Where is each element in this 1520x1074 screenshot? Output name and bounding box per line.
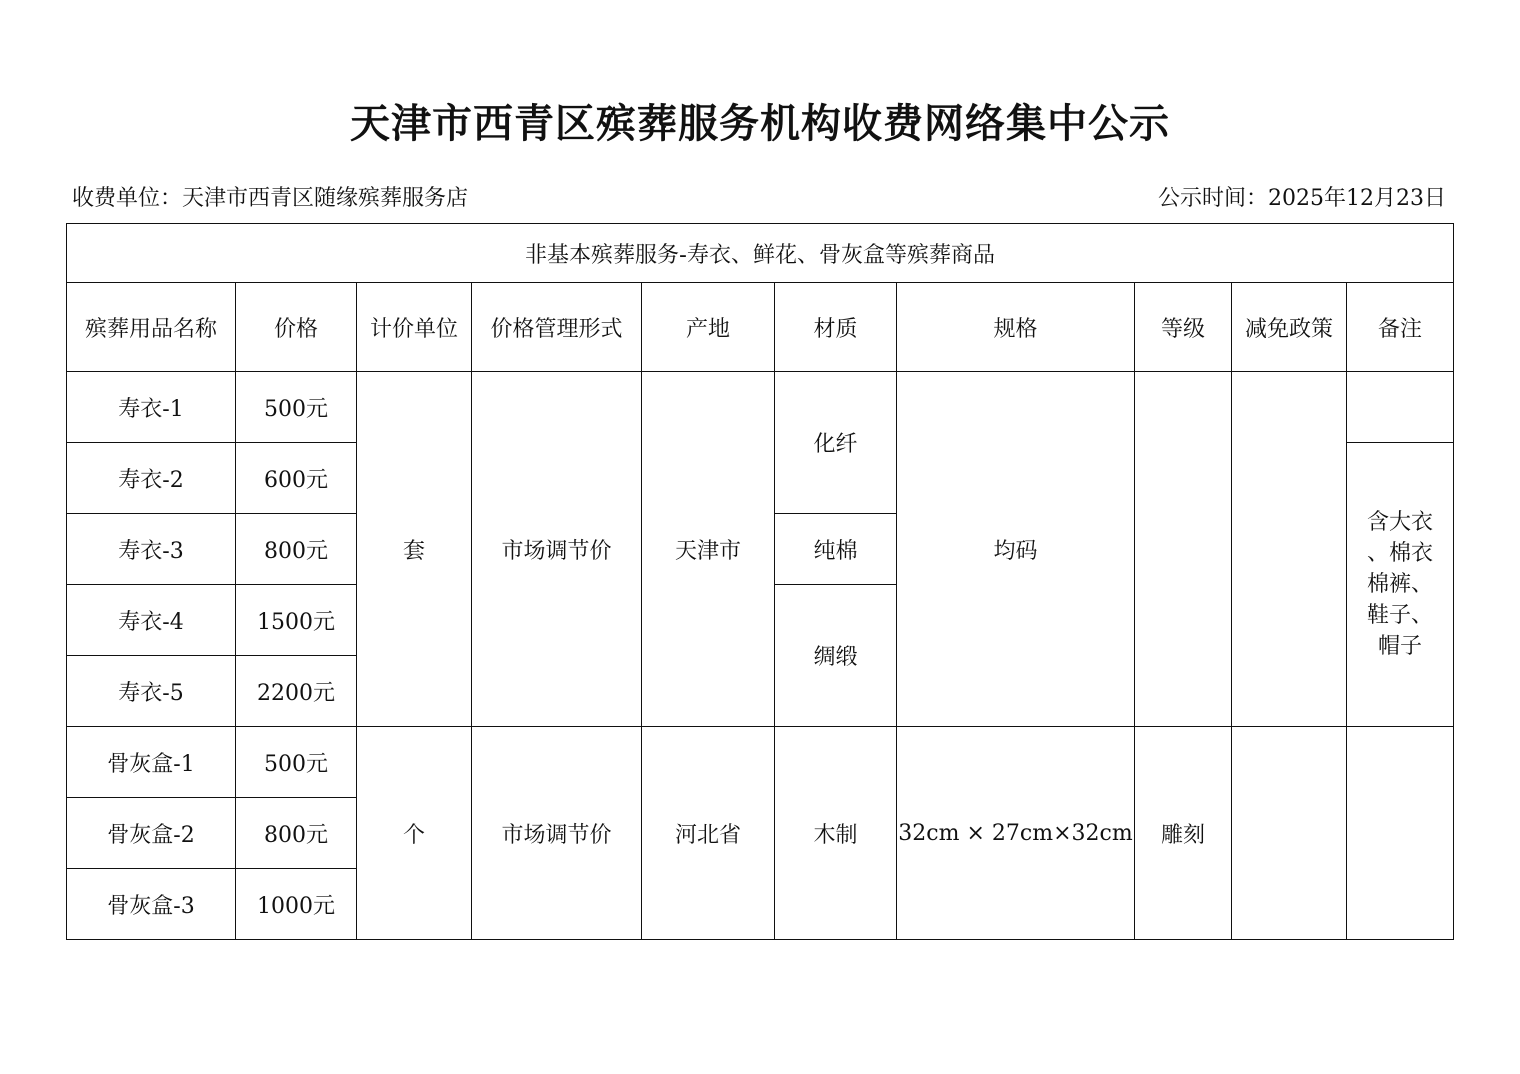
- table-row: [67, 727, 1454, 798]
- shouyi-material-2: 纯棉: [775, 514, 897, 585]
- item-name: 骨灰盒-3: [67, 869, 236, 940]
- publish-time-value: 2025年12月23日: [1268, 186, 1446, 211]
- note-line: 、棉衣: [1367, 541, 1434, 566]
- item-price: 1500元: [236, 585, 357, 656]
- shouyi-material-3: 绸缎: [775, 585, 897, 727]
- shouyi-note-first: [1347, 372, 1454, 443]
- fee-unit: [72, 181, 468, 212]
- shouyi-spec: 均码: [897, 372, 1135, 727]
- urn-pricing: 市场调节价: [472, 727, 642, 940]
- header-material: 材质: [775, 283, 897, 372]
- shouyi-unit: 套: [357, 372, 472, 727]
- urn-note: [1347, 727, 1454, 940]
- header-policy: 减免政策: [1232, 283, 1347, 372]
- urn-spec: 32cm × 27cm×32cm: [897, 727, 1135, 940]
- item-name: 寿衣-3: [67, 514, 236, 585]
- item-name: 寿衣-4: [67, 585, 236, 656]
- fee-unit-label: 收费单位：: [72, 186, 183, 211]
- item-price: 500元: [236, 372, 357, 443]
- item-name: 骨灰盒-1: [67, 727, 236, 798]
- publish-time: [1158, 181, 1446, 212]
- table-header-row: [67, 283, 1454, 372]
- shouyi-origin: 天津市: [642, 372, 775, 727]
- header-price: 价格: [236, 283, 357, 372]
- header-note: 备注: [1347, 283, 1454, 372]
- item-name: 寿衣-2: [67, 443, 236, 514]
- price-table: [66, 223, 1454, 940]
- note-line: 含大衣: [1367, 510, 1434, 535]
- shouyi-material-1: 化纤: [775, 372, 897, 514]
- note-line: 帽子: [1378, 634, 1423, 659]
- urn-origin: 河北省: [642, 727, 775, 940]
- shouyi-grade: [1135, 372, 1232, 727]
- header-origin: 产地: [642, 283, 775, 372]
- header-spec: 规格: [897, 283, 1135, 372]
- shouyi-pricing: 市场调节价: [472, 372, 642, 727]
- page-title: 天津市西青区殡葬服务机构收费网络集中公示: [350, 101, 1170, 147]
- header-grade: 等级: [1135, 283, 1232, 372]
- item-name: 寿衣-5: [67, 656, 236, 727]
- header-name: 殡葬用品名称: [67, 283, 236, 372]
- urn-grade: 雕刻: [1135, 727, 1232, 940]
- item-price: 600元: [236, 443, 357, 514]
- item-price: 1000元: [236, 869, 357, 940]
- item-price: 500元: [236, 727, 357, 798]
- item-name: 骨灰盒-2: [67, 798, 236, 869]
- urn-policy: [1232, 727, 1347, 940]
- item-name: 寿衣-1: [67, 372, 236, 443]
- header-unit: 计价单位: [357, 283, 472, 372]
- item-price: 800元: [236, 798, 357, 869]
- header-pricing: 价格管理形式: [472, 283, 642, 372]
- urn-unit: 个: [357, 727, 472, 940]
- shouyi-policy: [1232, 372, 1347, 727]
- note-line: 鞋子、: [1367, 603, 1434, 628]
- table-caption: 非基本殡葬服务-寿衣、鲜花、骨灰盒等殡葬商品: [67, 224, 1454, 283]
- item-price: 800元: [236, 514, 357, 585]
- fee-unit-value: 天津市西青区随缘殡葬服务店: [182, 186, 469, 211]
- note-line: 棉裤、: [1367, 572, 1434, 597]
- table-row: [67, 372, 1454, 443]
- urn-material: 木制: [775, 727, 897, 940]
- publish-time-label: 公示时间：: [1158, 186, 1269, 211]
- item-price: 2200元: [236, 656, 357, 727]
- shouyi-note: [1347, 443, 1454, 727]
